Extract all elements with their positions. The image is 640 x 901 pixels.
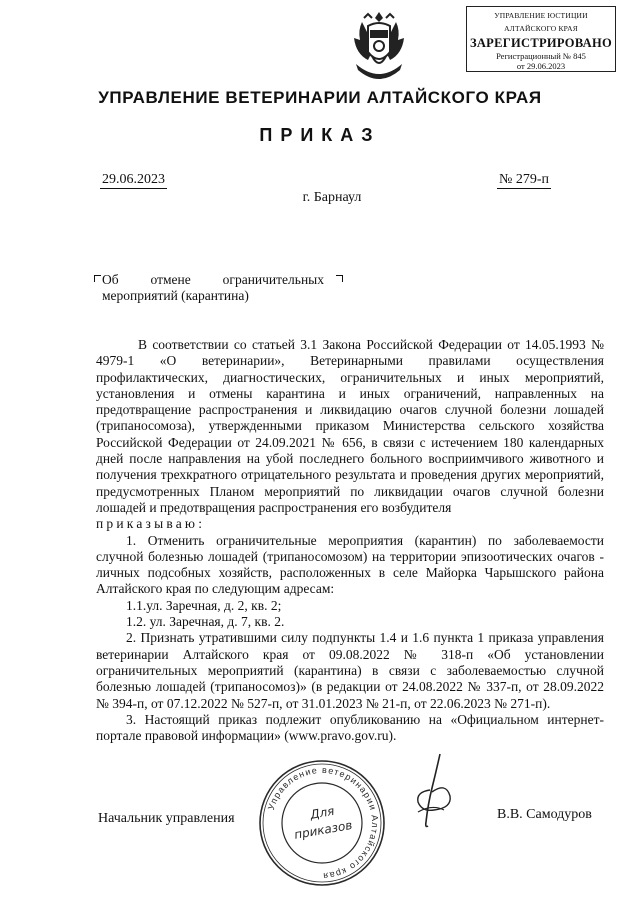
subject-corner-left bbox=[94, 275, 101, 282]
handwritten-signature bbox=[410, 752, 460, 830]
stamp-reg-number: Регистрационный № 845 bbox=[496, 51, 586, 61]
item-1: 1. Отменить ограничительные мероприятия (карантин) по заболеваемости случной болезнью лошадей (трипаносомозом) на территории эпизоотических очагов - личных подсобных хозяйств, расположенных в селе Майорка Чарышского района Алтайского края по следующим адресам: bbox=[96, 532, 604, 597]
order-word: приказываю: bbox=[96, 516, 206, 532]
item-1-2: 1.2. ул. Заречная, д. 7, кв. 2. bbox=[126, 614, 285, 630]
registration-stamp bbox=[466, 6, 616, 72]
document-type: ПРИКАЗ bbox=[259, 125, 381, 145]
stamp-org-line2: АЛТАЙСКОГО КРАЯ bbox=[504, 24, 578, 33]
seal-center-line1: Для bbox=[309, 803, 336, 822]
subject-corner-right bbox=[336, 275, 343, 282]
stamp-date: от 29.06.2023 bbox=[516, 61, 566, 71]
document-number: № 279-п bbox=[499, 172, 550, 187]
document-city: г. Барнаул bbox=[302, 190, 362, 205]
document-subject: Об отмене ограничительных мероприятий (карантина) bbox=[102, 272, 324, 303]
item-2: 2. Признать утратившими силу подпункты 1.4 и 1.6 пункта 1 приказа управления ветеринарии Алтайского края от 09.08.2022 № 318-п «Об установлении ограничительных мероприятий (карантина) в связи с заболеваемостью случной болезнью лошадей (трипаносомоз)» (в редакции от 24.08.2022 № 337-п, от 28.09.2022 № 394-п, от 07.12.2022 № 527-п, от 31.01.2023 № 21-п, от 22.06.2023 № 271-п). bbox=[96, 630, 604, 711]
stamp-status: ЗАРЕГИСТРИРОВАНО bbox=[469, 36, 613, 50]
item-3: 3. Настоящий приказ подлежит опубликованию на «Официальном интернет-портале правовой информации» (www.pravo.gov.ru). bbox=[96, 711, 604, 744]
item-1-1: 1.1.ул. Заречная, д. 2, кв. 2; bbox=[126, 597, 282, 613]
seal-center-line2: приказов bbox=[293, 817, 354, 842]
signatory-name: В.В. Самодуров bbox=[497, 807, 592, 822]
signatory-title: Начальник управления bbox=[98, 811, 235, 826]
document-body bbox=[96, 337, 604, 744]
seal-ring-text: Управление ветеринарии Алтайского края bbox=[265, 764, 381, 882]
stamp-org-line1: УПРАВЛЕНИЕ ЮСТИЦИИ bbox=[494, 11, 588, 20]
preamble-paragraph: В соответствии со статьей 3.1 Закона Российской Федерации от 14.05.1993 № 4979-1 «О ветеринарии», Ветеринарными правилами осуществления профилактических, диагностических, ограничительных и иных мероприятий, установления и отмены карантина и иных ограничений, направленных на предотвращение распространения и ликвидацию очагов случной болезни лошадей (трипаносомоза), утвержденными приказом Министерства сельского хозяйства Российской Федерации от 24.09.2021 № 656, в связи с истечением 180 календарных дней после направления на убой последнего больного восприимчивого животного и получения трехкратного отрицательного результата и проведения других мероприятий, предусмотренных Планом мероприятий по ликвидации очагов случной болезни лошадей и предотвращения распространения его возбудителя bbox=[96, 337, 604, 515]
document-date: 29.06.2023 bbox=[102, 172, 165, 187]
round-seal-stamp bbox=[256, 757, 388, 889]
organization-title: УПРАВЛЕНИЕ ВЕТЕРИНАРИИ АЛТАЙСКОГО КРАЯ bbox=[98, 88, 542, 107]
coat-of-arms-emblem bbox=[350, 8, 408, 80]
